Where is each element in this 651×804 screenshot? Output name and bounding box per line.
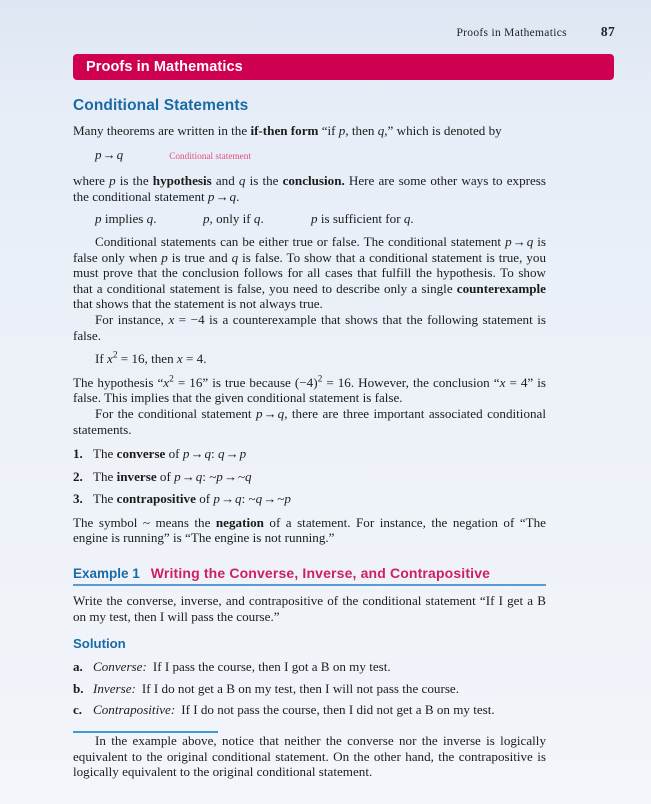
list-item-term: Contrapositive: xyxy=(93,702,176,718)
negation-paragraph xyxy=(73,515,546,546)
example-body xyxy=(73,593,546,733)
term-hypothesis: hypothesis xyxy=(152,173,212,189)
list-item xyxy=(73,446,546,462)
conditional-statement-annotation: Conditional statement xyxy=(169,151,252,162)
hypothesis-explanation-paragraph: The hypothesis “$x^2 = 16$” is true because $(-4)^2 = 16$. However, the conclusion “x = 4” is false. This implies that the given conditional statement is false. xyxy=(73,374,547,406)
closing-paragraph: In the example above, notice that neither the converse nor the inverse is logically equivalent to the original conditional statement. On the other hand, the contrapositive is logically equivalent to the original conditional statement. xyxy=(73,733,546,780)
intro-term-if-then-form: if-then form xyxy=(250,123,319,138)
list-item-number: 3. xyxy=(73,491,83,507)
list-item-number: 2. xyxy=(73,468,83,484)
intro-text-post: “if p, then q,” which is denoted by xyxy=(318,123,502,138)
list-item-term: converse xyxy=(116,446,166,462)
list-item xyxy=(73,702,546,718)
equivalent-phrase-1: p implies q. xyxy=(95,211,157,227)
hypothesis-conclusion-paragraph: where p is the hypothesis and q is the conclusion. Here are some other ways to express the conditional statement p→q. xyxy=(73,173,546,204)
counterexample-paragraph: For instance, x = −4 is a counterexample that shows that the following statement is false. xyxy=(73,311,546,343)
list-item-letter: b. xyxy=(73,680,84,696)
solution-heading: Solution xyxy=(73,636,126,652)
example-prompt: Write the converse, inverse, and contrapositive of the conditional statement “If I get a B on my test, then I will pass the course.” xyxy=(73,593,546,624)
list-item-number: 1. xyxy=(73,446,83,462)
list-item xyxy=(73,681,546,697)
truth-value-paragraph: Conditional statements can be either true or false. The conditional statement p→q is false only when p is true and q is false. To show that a conditional statement is true, you must prove that the conclusion follows for all cases that fulfill the hypothesis. To show that a conditional statement is false, you need to describe only a single counterexample that shows that the statement is not always true. xyxy=(73,233,546,312)
list-item-term: contrapositive xyxy=(116,491,196,507)
equivalent-phrase-2: p, only if q. xyxy=(203,211,264,227)
solution-list xyxy=(73,659,546,718)
false-statement-example: If $x^2 = 16$, then x = 4. xyxy=(95,350,207,367)
negation-text-post: of a statement. For instance, the negation of “The engine is running” is “The engine is not running.” xyxy=(73,514,546,546)
list-item-notation: of p→q: q→p xyxy=(165,446,247,462)
list-item xyxy=(73,659,546,675)
section-banner xyxy=(73,54,614,80)
equivalent-phrasings xyxy=(73,211,546,227)
list-item-text: If I pass the course, then I got a B on my test. xyxy=(152,659,391,675)
list-item-notation: of p→q: ~p→~q xyxy=(156,468,252,484)
conditional-notation-line xyxy=(73,147,546,166)
list-item-letter: a. xyxy=(73,659,83,675)
intro-paragraph xyxy=(73,123,546,139)
list-item-term: inverse xyxy=(116,468,157,484)
section-banner-title: Proofs in Mathematics xyxy=(86,58,243,75)
term-conclusion: conclusion. xyxy=(282,173,345,189)
running-head-chapter-title: Proofs in Mathematics xyxy=(456,27,567,39)
list-item-letter: c. xyxy=(73,702,83,718)
term-negation: negation xyxy=(215,514,264,530)
associated-statements-paragraph: For the conditional statement p→q, there are three important associated conditional statements. xyxy=(73,405,546,437)
page-number: 87 xyxy=(600,24,615,39)
example-header xyxy=(73,565,546,586)
list-item-text: If I do not get a B on my test, then I will not pass the course. xyxy=(141,680,460,696)
list-item-term: Converse: xyxy=(93,659,147,675)
list-item xyxy=(73,469,546,485)
list-item-notation: of p→q: ~q→~p xyxy=(195,491,291,507)
associated-statements-list xyxy=(73,446,546,507)
list-item-prefix: The xyxy=(93,491,117,507)
list-item-prefix: The xyxy=(93,446,117,462)
list-item-term: Inverse: xyxy=(93,680,136,696)
intro-text-pre: Many theorems are written in the xyxy=(73,123,251,138)
page-content xyxy=(73,0,546,780)
list-item-prefix: The xyxy=(93,468,117,484)
negation-text-pre: The symbol ~ means the xyxy=(73,514,216,530)
example-title: Writing the Converse, Inverse, and Contrapositive xyxy=(150,565,491,582)
example-label: Example 1 xyxy=(73,566,140,582)
list-item-text: If I do not pass the course, then I did not get a B on my test. xyxy=(181,702,495,718)
term-counterexample: counterexample xyxy=(456,280,546,296)
conditional-notation: p→q xyxy=(95,146,124,162)
equivalent-phrase-3: p is sufficient for q. xyxy=(311,211,414,227)
list-item xyxy=(73,491,546,507)
section-heading: Conditional Statements xyxy=(73,97,249,114)
